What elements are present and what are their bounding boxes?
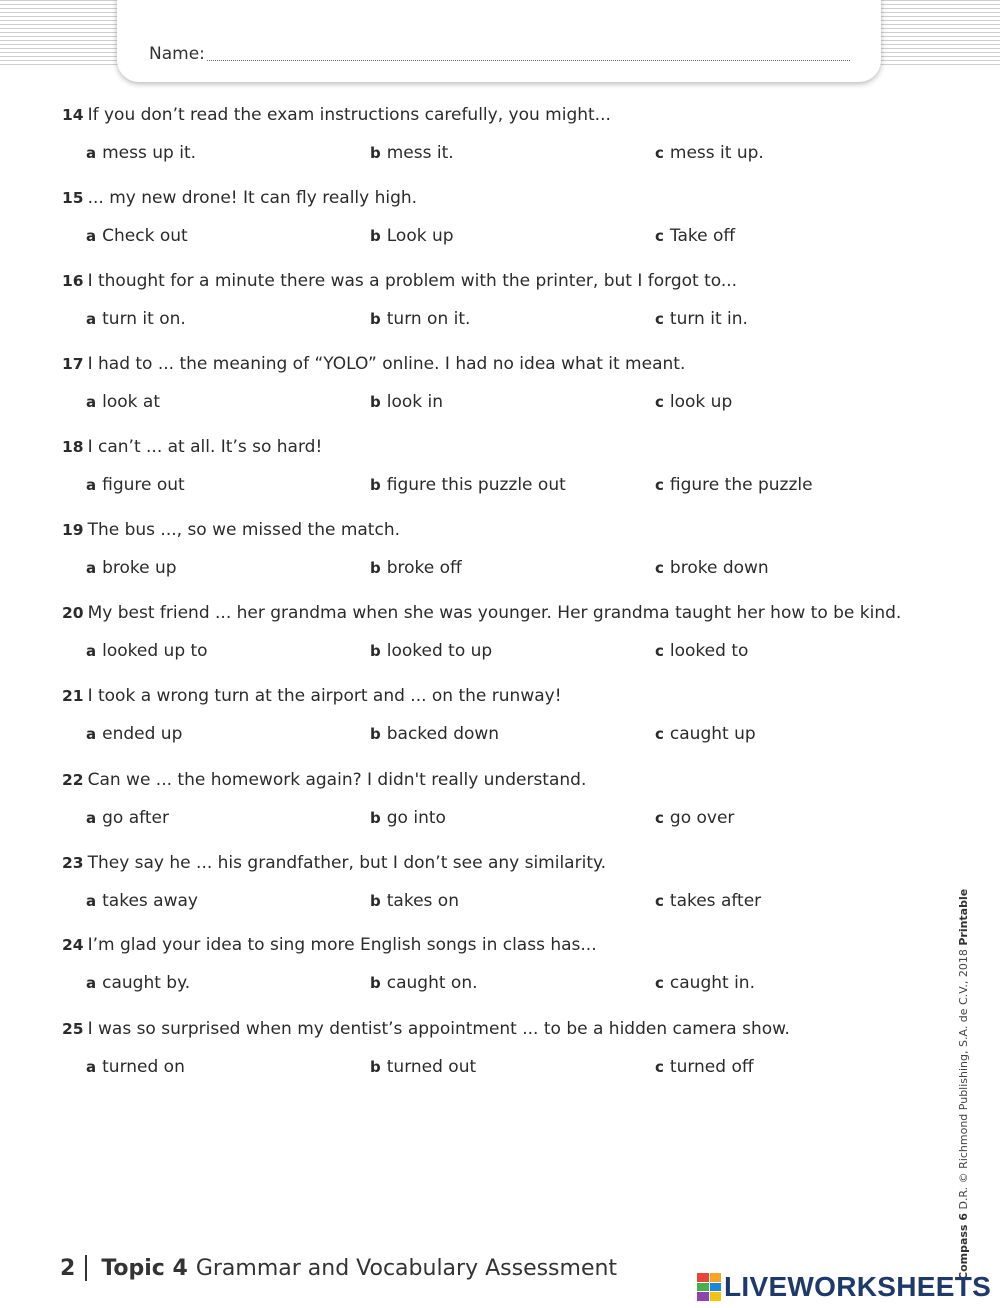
option-letter: c <box>655 642 664 660</box>
footer-title: Grammar and Vocabulary Assessment <box>195 1256 618 1281</box>
option-text: caught on. <box>386 973 478 993</box>
answer-option-b[interactable] <box>370 640 492 662</box>
side-credit <box>954 890 974 1280</box>
option-text: go after <box>102 808 169 828</box>
option-text: broke down <box>669 558 769 578</box>
answer-option-a[interactable] <box>86 225 188 247</box>
option-text: looked to up <box>386 641 493 661</box>
option-text: Check out <box>102 226 188 246</box>
logo-block <box>710 1273 722 1282</box>
series-name: Compass 6 <box>957 1213 970 1280</box>
question-item <box>62 685 942 745</box>
question-text-line <box>62 1018 942 1040</box>
question-text-line <box>62 934 942 956</box>
question-text: I was so surprised when my dentist’s appointment ... to be a hidden camera show. <box>87 1019 790 1039</box>
answer-option-b[interactable] <box>370 474 566 496</box>
question-number: 15 <box>62 189 84 207</box>
question-item <box>62 769 942 829</box>
option-letter: c <box>655 476 664 494</box>
option-text: look up <box>669 392 733 412</box>
question-item <box>62 852 942 912</box>
option-letter: c <box>655 559 664 577</box>
question-text: They say he ... his grandfather, but I don’t see any similarity. <box>87 853 607 873</box>
option-letter: a <box>86 974 97 992</box>
question-number: 22 <box>62 771 84 789</box>
answer-option-a[interactable] <box>86 142 196 164</box>
option-text: caught by. <box>102 973 191 993</box>
option-letter: c <box>655 227 664 245</box>
logo-icon <box>697 1273 721 1301</box>
question-text: My best friend ... her grandma when she was younger. Her grandma taught her how to be kind. <box>87 603 902 623</box>
question-item <box>62 602 942 662</box>
question-text: I took a wrong turn at the airport and ... on the runway! <box>87 686 562 706</box>
question-item <box>62 519 942 579</box>
answer-option-b[interactable] <box>370 225 454 247</box>
question-number: 24 <box>62 936 84 954</box>
question-text: Can we ... the homework again? I didn't really understand. <box>87 770 587 790</box>
option-letter: a <box>86 1058 97 1076</box>
answer-option-b[interactable] <box>370 723 499 745</box>
answer-option-b[interactable] <box>370 807 446 829</box>
option-letter: a <box>86 559 97 577</box>
question-item <box>62 104 942 164</box>
option-letter: a <box>86 892 97 910</box>
answer-option-c[interactable] <box>655 807 734 829</box>
question-text-line <box>62 852 942 874</box>
option-text: turn it in. <box>669 309 748 329</box>
option-letter: c <box>655 144 664 162</box>
question-text: The bus ..., so we missed the match. <box>87 520 400 540</box>
option-text: takes after <box>669 891 762 911</box>
question-number: 14 <box>62 106 84 124</box>
option-text: mess it up. <box>669 143 764 163</box>
option-letter: b <box>370 559 381 577</box>
answer-option-c[interactable] <box>655 391 732 413</box>
answer-options <box>62 142 942 164</box>
option-text: look in <box>386 392 444 412</box>
option-letter: b <box>370 393 381 411</box>
answer-option-c[interactable] <box>655 557 769 579</box>
option-text: Take off <box>669 226 736 246</box>
logo-block <box>697 1292 709 1301</box>
answer-option-c[interactable] <box>655 474 813 496</box>
answer-option-b[interactable] <box>370 557 462 579</box>
answer-option-c[interactable] <box>655 640 748 662</box>
answer-options <box>62 225 942 247</box>
copyright-text: D.R. © Richmond Publishing, S.A. de C.V., 2018 <box>957 949 970 1210</box>
option-text: go into <box>386 808 446 828</box>
name-input-line[interactable] <box>207 60 850 61</box>
answer-options <box>62 807 942 829</box>
logo-text: LIVEWORKSHEETS <box>724 1271 992 1302</box>
option-text: turned out <box>386 1057 477 1077</box>
option-text: broke off <box>386 558 462 578</box>
question-number: 17 <box>62 355 84 373</box>
question-item <box>62 934 942 994</box>
option-letter: b <box>370 974 381 992</box>
option-letter: b <box>370 144 381 162</box>
answer-option-a[interactable] <box>86 557 177 579</box>
question-item <box>62 1018 942 1078</box>
page-number: 2 <box>60 1256 76 1281</box>
answer-option-b[interactable] <box>370 308 470 330</box>
option-text: figure the puzzle <box>669 475 813 495</box>
logo-block <box>710 1292 722 1301</box>
option-letter: c <box>655 809 664 827</box>
answer-options <box>62 557 942 579</box>
logo-block <box>710 1283 722 1292</box>
answer-options <box>62 1056 942 1078</box>
question-number: 19 <box>62 521 84 539</box>
option-letter: b <box>370 1058 381 1076</box>
option-letter: c <box>655 725 664 743</box>
option-letter: c <box>655 1058 664 1076</box>
question-text: If you don’t read the exam instructions carefully, you might... <box>87 105 611 125</box>
question-text: ... my new drone! It can fly really high. <box>87 188 418 208</box>
question-item <box>62 436 942 496</box>
option-letter: b <box>370 310 381 328</box>
answer-options <box>62 474 942 496</box>
option-text: ended up <box>102 724 183 744</box>
answer-option-c[interactable] <box>655 723 756 745</box>
answer-option-c[interactable] <box>655 308 748 330</box>
question-text: I had to ... the meaning of “YOLO” online. I had no idea what it meant. <box>87 354 686 374</box>
option-text: figure out <box>102 475 185 495</box>
answer-options <box>62 308 942 330</box>
option-text: takes on <box>386 891 459 911</box>
question-number: 20 <box>62 604 84 622</box>
answer-options <box>62 972 942 994</box>
option-letter: c <box>655 310 664 328</box>
option-text: Look up <box>386 226 454 246</box>
option-letter: a <box>86 476 97 494</box>
answer-option-c[interactable] <box>655 225 735 247</box>
option-letter: a <box>86 227 97 245</box>
logo-block <box>697 1273 709 1282</box>
answer-option-b[interactable] <box>370 391 443 413</box>
question-text-line <box>62 270 942 292</box>
option-text: mess up it. <box>102 143 197 163</box>
name-card <box>117 0 881 82</box>
answer-option-a[interactable] <box>86 807 169 829</box>
printable-label: Printable <box>957 888 970 946</box>
answer-options <box>62 890 942 912</box>
question-text-line <box>62 104 942 126</box>
option-text: looked to <box>669 641 749 661</box>
option-text: look at <box>102 392 160 412</box>
option-text: backed down <box>386 724 500 744</box>
option-letter: a <box>86 725 97 743</box>
option-letter: c <box>655 393 664 411</box>
answer-option-c[interactable] <box>655 890 761 912</box>
option-text: looked up to <box>102 641 208 661</box>
option-letter: b <box>370 892 381 910</box>
option-text: broke up <box>102 558 177 578</box>
question-number: 23 <box>62 854 84 872</box>
answer-option-c[interactable] <box>655 972 755 994</box>
question-item <box>62 353 942 413</box>
question-text-line <box>62 436 942 458</box>
answer-options <box>62 723 942 745</box>
answer-option-c[interactable] <box>655 1056 754 1078</box>
answer-option-a[interactable] <box>86 723 182 745</box>
answer-option-a[interactable] <box>86 890 198 912</box>
question-number: 21 <box>62 687 84 705</box>
answer-option-a[interactable] <box>86 391 160 413</box>
answer-option-b[interactable] <box>370 972 478 994</box>
question-number: 16 <box>62 272 84 290</box>
option-letter: b <box>370 227 381 245</box>
question-number: 25 <box>62 1020 84 1038</box>
option-letter: a <box>86 393 97 411</box>
answer-option-a[interactable] <box>86 308 186 330</box>
option-text: turn it on. <box>102 309 186 329</box>
answer-options <box>62 640 942 662</box>
liveworksheets-logo[interactable] <box>697 1270 993 1304</box>
answer-option-a[interactable] <box>86 640 208 662</box>
question-text-line <box>62 187 942 209</box>
option-letter: b <box>370 476 381 494</box>
option-text: caught up <box>669 724 756 744</box>
question-item <box>62 187 942 247</box>
name-label: Name: <box>149 44 205 64</box>
question-text-line <box>62 353 942 375</box>
option-letter: a <box>86 310 97 328</box>
question-text: I can’t ... at all. It’s so hard! <box>87 437 323 457</box>
answer-option-a[interactable] <box>86 972 190 994</box>
question-item <box>62 270 942 330</box>
question-text-line <box>62 685 942 707</box>
option-text: turn on it. <box>386 309 471 329</box>
question-text: I thought for a minute there was a problem with the printer, but I forgot to... <box>87 271 738 291</box>
option-text: figure this puzzle out <box>386 475 566 495</box>
answer-options <box>62 391 942 413</box>
option-text: caught in. <box>669 973 755 993</box>
question-number: 18 <box>62 438 84 456</box>
question-text-line <box>62 769 942 791</box>
option-letter: b <box>370 809 381 827</box>
option-letter: c <box>655 892 664 910</box>
option-text: go over <box>669 808 735 828</box>
option-letter: b <box>370 642 381 660</box>
footer-divider <box>85 1255 87 1281</box>
option-text: turned off <box>669 1057 754 1077</box>
question-text-line <box>62 519 942 541</box>
option-letter: a <box>86 144 97 162</box>
page-footer <box>60 1253 617 1285</box>
question-text-line <box>62 602 942 624</box>
answer-option-a[interactable] <box>86 474 185 496</box>
option-text: turned on <box>102 1057 185 1077</box>
logo-block <box>697 1283 709 1292</box>
option-text: takes away <box>102 891 198 911</box>
option-letter: c <box>655 974 664 992</box>
question-text: I’m glad your idea to sing more English songs in class has... <box>87 935 597 955</box>
answer-option-b[interactable] <box>370 142 454 164</box>
option-letter: a <box>86 642 97 660</box>
answer-option-b[interactable] <box>370 1056 476 1078</box>
answer-option-b[interactable] <box>370 890 459 912</box>
option-letter: b <box>370 725 381 743</box>
answer-option-a[interactable] <box>86 1056 185 1078</box>
option-letter: a <box>86 809 97 827</box>
topic-label: Topic 4 <box>101 1256 188 1281</box>
answer-option-c[interactable] <box>655 142 764 164</box>
option-text: mess it. <box>386 143 454 163</box>
